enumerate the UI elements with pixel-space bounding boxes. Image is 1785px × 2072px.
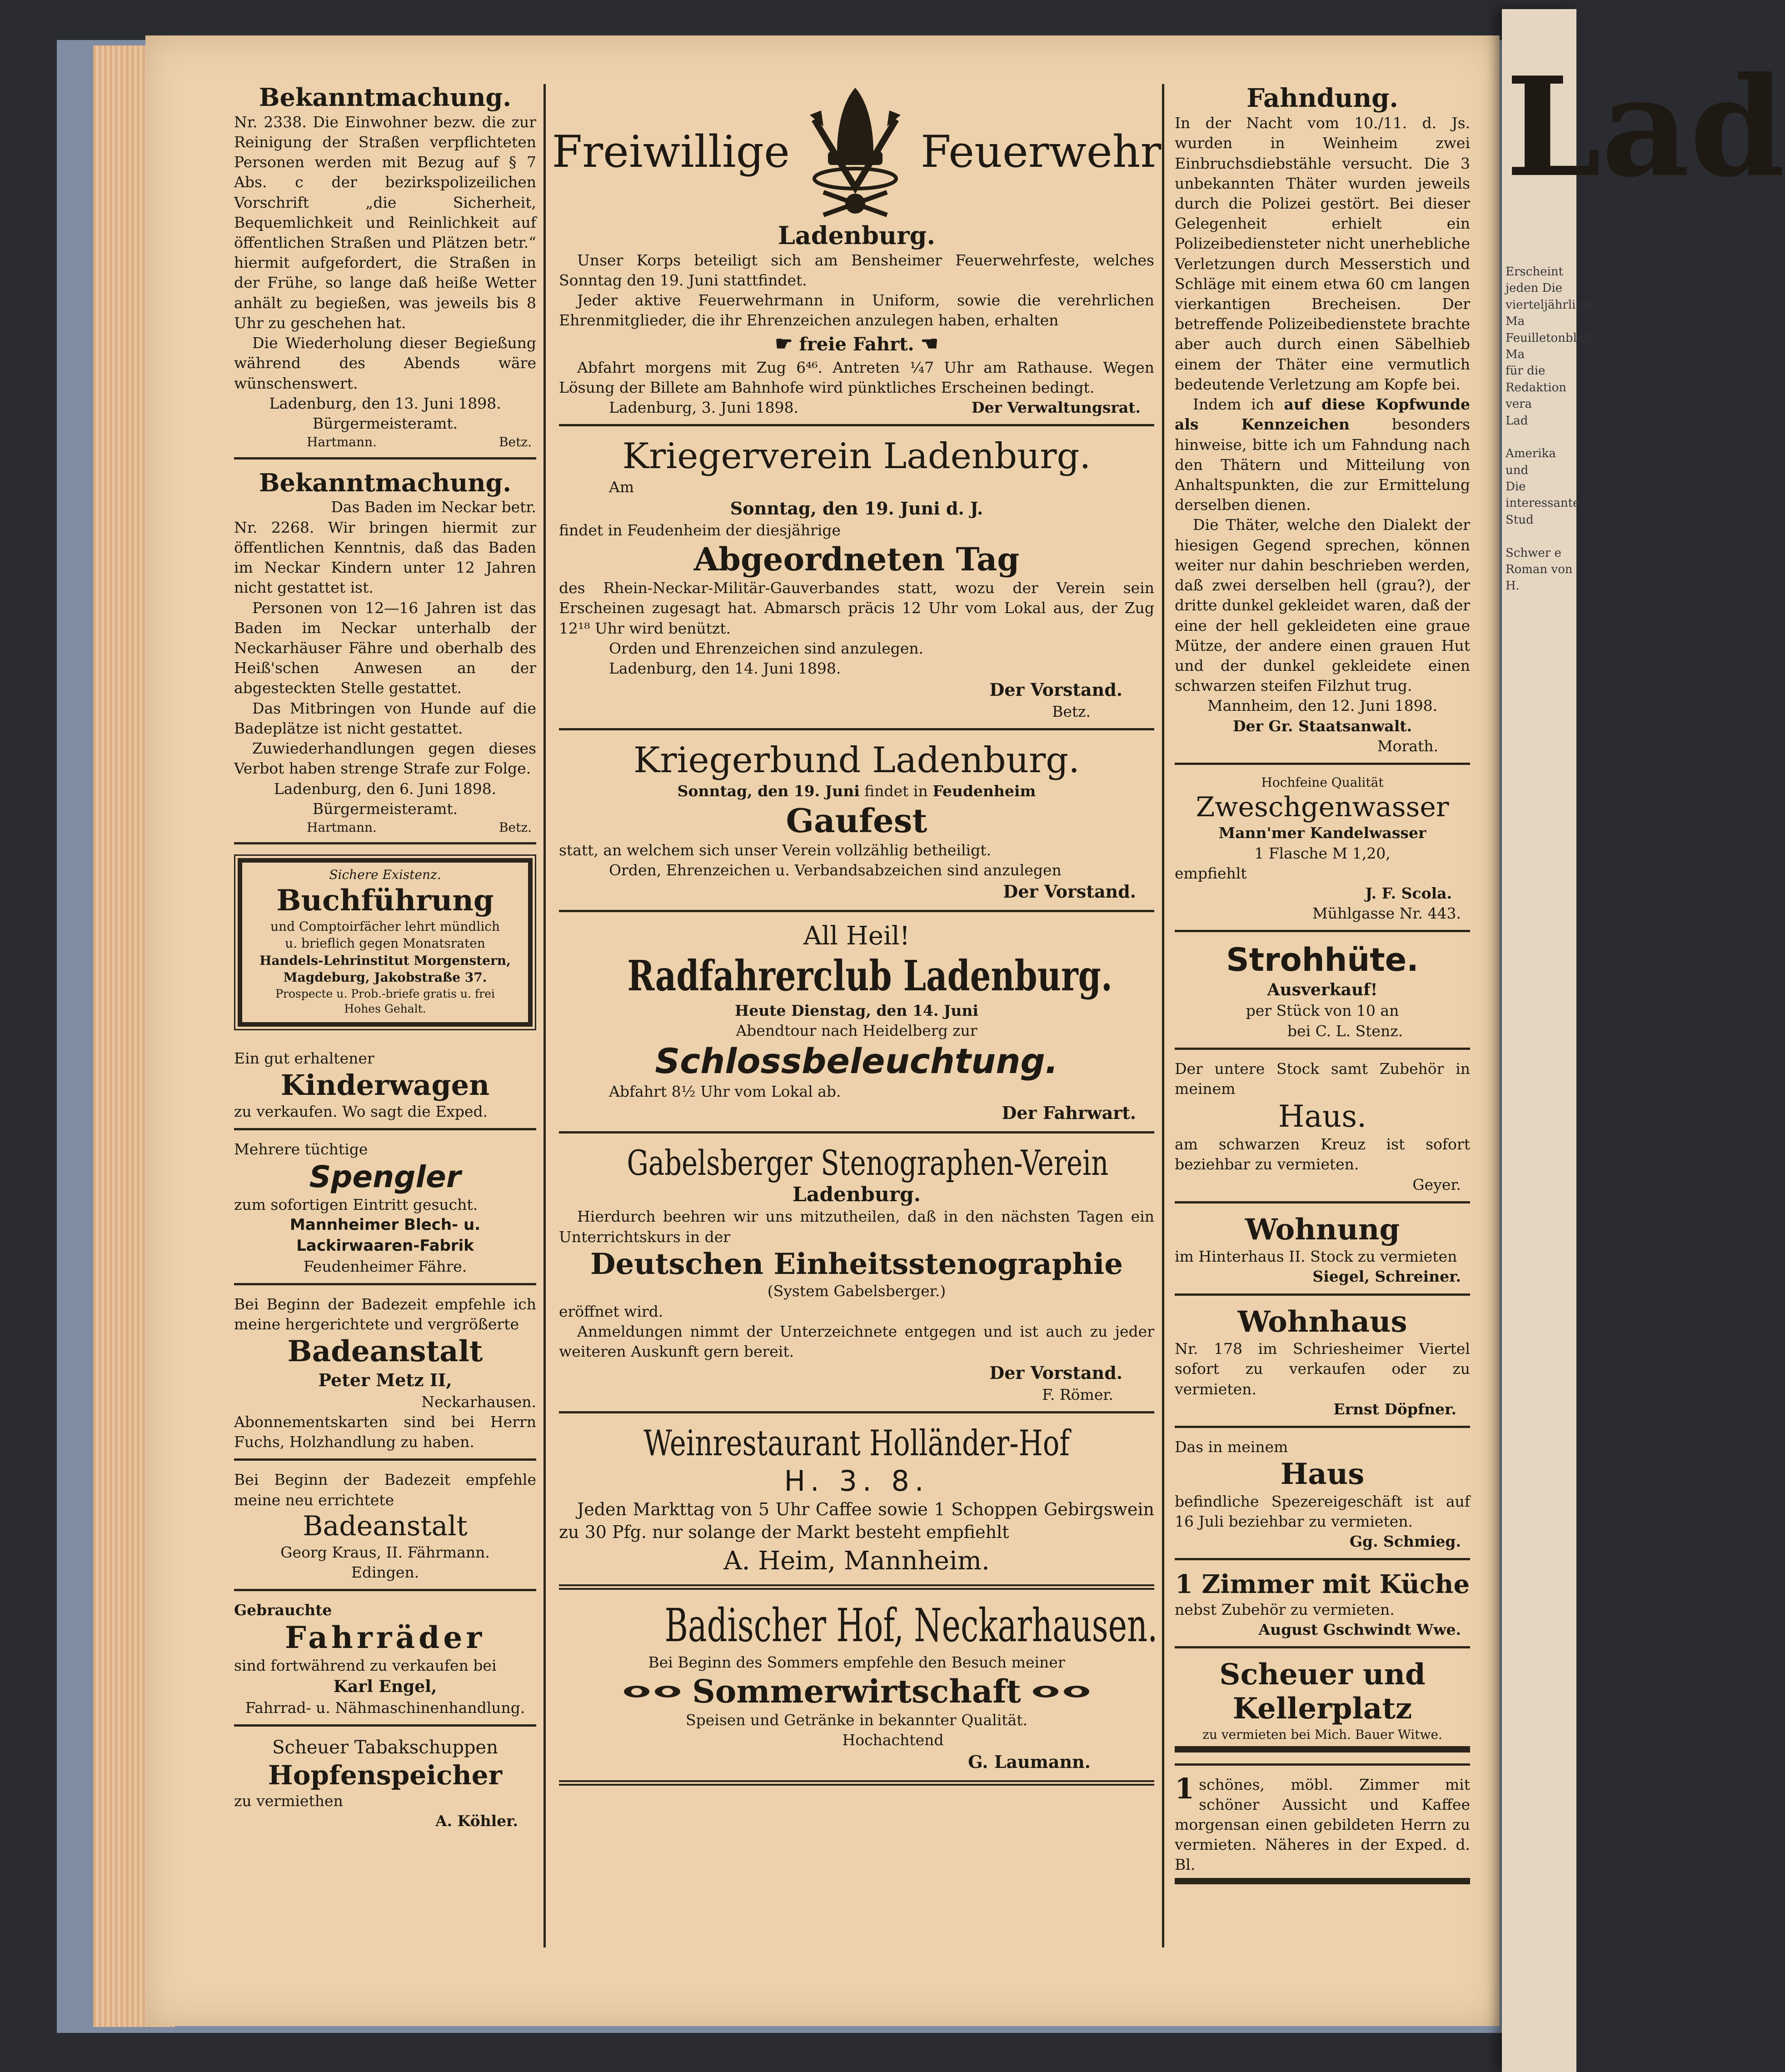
ad-line: Prospecte u. Prob.-briefe gratis u. frei xyxy=(275,987,495,1000)
ad-title-right: Feuerwehr xyxy=(920,126,1162,178)
notice-subject: Das Baden im Neckar betr. xyxy=(331,498,536,516)
ad-line: bei C. L. Stenz. xyxy=(1287,1022,1403,1040)
ad-event: Abgeordneten Tag xyxy=(693,540,1020,578)
ad-body: Jeden Markttag von 5 Uhr Caffee sowie 1 Schoppen Gebirgswein zu 30 Pfg. nur solange der Markt besteht empfiehlt xyxy=(559,1499,1154,1543)
ad-pre: Der untere Stock samt Zubehör in meinem xyxy=(1175,1059,1470,1098)
ad-pre: Das in meinem xyxy=(1175,1438,1288,1456)
ad-place: Edingen. xyxy=(351,1563,419,1581)
notice-title: Fahndung. xyxy=(1247,83,1398,113)
ad-kicker: Sichere Existenz. xyxy=(329,867,441,883)
ad-fire-brigade xyxy=(552,80,1162,426)
ad-pre: Hochfeine Qualität xyxy=(1261,775,1384,790)
ad-line: Speisen und Getränke in bekannter Qualität. xyxy=(686,1711,1027,1729)
ad-title: Kriegerbund Ladenburg. xyxy=(633,740,1080,781)
ad-signature: G. Laumann. xyxy=(968,1751,1091,1772)
ad-line: Bei Beginn des Sommers empfehle den Besuch meiner xyxy=(648,1653,1065,1672)
ad-stenographers xyxy=(559,1139,1154,1414)
ad-greeting: All Heil! xyxy=(803,921,910,951)
ad-plumbers xyxy=(234,1136,536,1285)
ad-name: Gg. Schmieg. xyxy=(1349,1533,1461,1551)
notice-signature: Hartmann. xyxy=(307,819,377,835)
ad-body: Jeder aktive Feuerwehrmann in Uniform, sowie die verehrlichen Ehrenmitglieder, die ihr Ehrenzeichen anzulegen haben, erhalten xyxy=(559,291,1154,330)
ad-event: Schlossbeleuchtung. xyxy=(655,1041,1058,1081)
next-page-strip xyxy=(1502,9,1785,2072)
ad-house-geyer xyxy=(1175,1055,1470,1203)
ad-body: zu vermiethen xyxy=(234,1792,343,1810)
ad-line: Magdeburg, Jakobstraße 37. xyxy=(283,970,487,985)
ad-body: statt, an welchem sich unser Verein vollzählig betheiligt. xyxy=(559,841,991,859)
ad-body: zum sofortigen Eintritt gesucht. xyxy=(234,1196,478,1214)
ad-line: Hohes Gehalt. xyxy=(344,1002,426,1016)
ad-body: befindliche Spezereigeschäft ist auf 16 Juli beziehbar zu vermieten. xyxy=(1175,1492,1470,1531)
ad-line: Abendtour nach Heidelberg zur xyxy=(736,1021,977,1039)
ad-line: Hochachtend xyxy=(842,1731,944,1749)
notice-body: Zuwiederhandlungen gegen dieses Verbot haben strenge Strafe zur Folge. xyxy=(234,739,536,778)
ad-system: (System Gabelsberger.) xyxy=(767,1282,946,1300)
ad-pre: Ein gut erhaltener xyxy=(234,1049,374,1067)
ad-firm: Fahrrad- u. Nähmaschinenhandlung. xyxy=(245,1698,525,1717)
ad-place: Ladenburg. xyxy=(792,1183,921,1207)
notice-title: Bekanntmachung. xyxy=(259,468,512,497)
ad-dwelling-house xyxy=(1175,1301,1470,1428)
notice-body: Nr. 2268. Wir bringen hiermit zur öffentlichen Kenntnis, daß das Baden im Neckar Kindern unter 12 Jahren nicht gestattet ist. xyxy=(234,518,536,597)
ad-line: per Stück von 10 an xyxy=(1246,1002,1399,1020)
ad-body: Orden und Ehrenzeichen sind anzulegen. xyxy=(609,639,924,657)
ad-line: Am xyxy=(609,478,634,496)
ad-name: Peter Metz II, xyxy=(318,1369,452,1390)
ad-pre: Mehrere tüchtige xyxy=(234,1140,368,1158)
ad-name: Karl Engel, xyxy=(333,1677,437,1697)
ad-line: Mann'mer Kandelwasser xyxy=(1218,824,1426,842)
right-column xyxy=(1175,80,1470,1901)
notice-title: Bekanntmachung. xyxy=(259,83,512,112)
ad-pre: Bei Beginn der Badezeit empfehle ich meine hergerichtete und vergrößerte xyxy=(234,1295,536,1333)
ad-title: Buchführung xyxy=(276,883,494,918)
notice-date: Ladenburg, den 13. Juni 1898. xyxy=(269,394,501,412)
ad-day: Sonntag, den 19. Juni d. J. xyxy=(730,498,983,519)
ad-title: Haus xyxy=(1280,1457,1365,1492)
notice-signature: Betz. xyxy=(499,434,532,450)
ad-kriegerbund xyxy=(559,736,1154,912)
ad-title: Fahrräder xyxy=(284,1620,486,1656)
ad-signature: Der Vorstand. xyxy=(989,1363,1122,1383)
ad-signature: Der Fahrwart. xyxy=(1002,1102,1136,1123)
ad-name: A. Köhler. xyxy=(435,1812,518,1830)
ad-furnished-room xyxy=(1175,1771,1470,1895)
notice-office: Der Gr. Staatsanwalt. xyxy=(1232,717,1412,735)
ad-body: Hierdurch beehren wir uns mitzutheilen, daß in den nächsten Tagen ein Unterrichtskurs in der xyxy=(559,1208,1154,1246)
ad-line: Scheuer Tabakschuppen xyxy=(272,1737,498,1758)
ad-title: Zweschgenwasser xyxy=(1196,791,1449,823)
ad-straw-hats xyxy=(1175,938,1470,1049)
ad-place: Neckarhausen. xyxy=(421,1393,536,1411)
notice-body: Die Wiederholung dieser Begießung während des Abends wäre wünschenswert. xyxy=(234,334,536,392)
ad-body: sind fortwährend zu verkaufen bei xyxy=(234,1657,497,1675)
ad-address: H. 3. 8. xyxy=(784,1464,929,1498)
notice-signature: Betz. xyxy=(499,819,532,835)
ad-bathhouse-metz xyxy=(234,1291,536,1461)
ad-name: Geyer. xyxy=(1412,1175,1461,1193)
ad-barn-cellar xyxy=(1175,1654,1470,1766)
notice-bathing-neckar xyxy=(234,465,536,845)
divider xyxy=(1175,1746,1470,1752)
pointing-hand-right-icon: ☛ xyxy=(775,332,793,355)
ad-body: Orden, Ehrenzeichen u. Verbandsabzeichen sind anzulegen xyxy=(609,861,1062,879)
ad-title: Kriegerverein Ladenburg. xyxy=(622,436,1091,477)
fire-helmet-emblem-icon xyxy=(801,83,910,221)
ad-title: Strohhüte. xyxy=(1226,941,1419,979)
next-page-masthead: Lad xyxy=(1506,47,1785,207)
ad-title: Badeanstalt xyxy=(287,1334,483,1369)
ad-body: Nr. 178 im Schriesheimer Viertel sofort zu verkaufen oder zu vermieten. xyxy=(1175,1340,1470,1398)
ad-body: Anmeldungen nimmt der Unterzeichnete entgegen und ist auch zu jeder weiteren Auskunft gern bereit. xyxy=(559,1322,1154,1360)
ad-plum-brandy xyxy=(1175,770,1470,932)
ad-wine-restaurant xyxy=(559,1419,1154,1590)
ad-pre: Gebrauchte xyxy=(234,1601,332,1619)
ad-body: am schwarzen Kreuz ist sofort beziehbar zu vermieten. xyxy=(1175,1135,1470,1173)
ad-kriegerverein xyxy=(559,432,1154,730)
left-column xyxy=(234,80,536,1843)
ad-place: Feudenheimer Fähre. xyxy=(303,1257,467,1275)
notice-office: Bürgermeisteramt. xyxy=(312,799,458,818)
ad-title: Badischer Hof, Neckarhausen. xyxy=(664,1599,1158,1653)
notice-signature: Morath. xyxy=(1377,737,1438,755)
ad-title: Kinderwagen xyxy=(280,1068,490,1102)
ad-bicycles xyxy=(234,1597,536,1727)
ad-line: empfiehlt xyxy=(1175,864,1247,882)
ad-title: Radfahrerclub Ladenburg. xyxy=(627,951,1112,1001)
ad-body: Abfahrt morgens mit Zug 6⁴⁶. Antreten ¼7 Uhr am Rathause. Wegen Lösung der Billete am Bahnhofe wird pünktliches Erscheinen bedingt. xyxy=(559,358,1154,396)
ad-title: Kellerplatz xyxy=(1232,1692,1412,1726)
ad-signature: A. Heim, Mannheim. xyxy=(723,1546,990,1576)
ad-title: 1 Zimmer mit Küche xyxy=(1175,1569,1470,1600)
ad-line: Ausverkauf! xyxy=(1267,980,1378,1000)
ad-body: im Hinterhaus II. Stock zu vermieten xyxy=(1175,1248,1457,1266)
eye-ornament-icon xyxy=(621,1686,683,1698)
ad-firm: Mannheimer Blech- u. Lackirwaaren-Fabrik xyxy=(289,1216,481,1255)
ad-cycling-club xyxy=(559,918,1154,1133)
column-rule-right xyxy=(1162,84,1164,1947)
next-page-text: Erscheint jeden Die vierteljährlich Ma Feuilletonblatt Ma für die Redaktion vera Lad Amerika und Die interessante Stud Schwer e Roman von H. xyxy=(1506,265,1594,593)
ad-house-schmieg xyxy=(1175,1433,1470,1560)
notice-date: Ladenburg, den 6. Juni 1898. xyxy=(274,779,497,798)
ad-barn-hops xyxy=(234,1732,536,1837)
notice-manhunt xyxy=(1175,80,1470,765)
ad-title: Weinrestaurant Holländer-Hof xyxy=(643,1423,1070,1464)
ad-body: Abonnementskarten sind bei Herrn Fuchs, Holzhandlung zu haben. xyxy=(234,1413,536,1451)
ad-title: Scheuer und xyxy=(1219,1657,1426,1692)
ad-title-left: Freiwillige xyxy=(552,126,790,178)
ad-signature: Der Vorstand. xyxy=(989,679,1122,700)
ad-event: Deutschen Einheitsstenographie xyxy=(590,1247,1123,1281)
ad-title: Wohnung xyxy=(1245,1212,1400,1247)
notice-street-watering xyxy=(234,80,536,459)
ad-number: 1 xyxy=(1175,1772,1195,1805)
ad-title: Gabelsberger Stenographen-Verein xyxy=(627,1142,1109,1183)
ad-room-kitchen xyxy=(1175,1566,1470,1648)
ad-body: des Rhein-Neckar-Militär-Gauverbandes statt, wozu der Verein sein Erscheinen zugesagt hat. Abmarsch präcis 12 Uhr vom Lokal aus, der Zug 12¹⁸ Uhr wird benützt. xyxy=(559,579,1154,637)
notice-signature: Hartmann. xyxy=(307,434,377,450)
ad-address: Mühlgasse Nr. 443. xyxy=(1312,904,1461,923)
ad-body: zu verkaufen. Wo sagt die Exped. xyxy=(234,1102,488,1120)
ad-name: Georg Kraus, II. Fährmann. xyxy=(280,1543,490,1561)
ad-line: findet in Feudenheim der diesjährige xyxy=(559,521,841,539)
ad-bathhouse-kraus xyxy=(234,1466,536,1591)
middle-column xyxy=(552,80,1162,1791)
ad-event: Sommerwirtschaft xyxy=(692,1672,1021,1710)
ad-name: August Gschwindt Wwe. xyxy=(1258,1620,1461,1638)
eye-ornament-icon xyxy=(1030,1686,1092,1698)
ad-signature: Der Vorstand. xyxy=(1003,881,1136,902)
ad-place: Feudenheim xyxy=(932,782,1036,800)
pointing-hand-left-icon: ☚ xyxy=(920,332,938,355)
ad-signature: Betz. xyxy=(1052,703,1091,721)
ad-line: und Comptoirfächer lehrt mündlich xyxy=(270,919,500,934)
ad-name: Ernst Döpfner. xyxy=(1333,1400,1456,1418)
ad-name: Siegel, Schreiner. xyxy=(1312,1268,1461,1286)
ad-apartment xyxy=(1175,1209,1470,1296)
ad-day-rest: findet in xyxy=(864,782,928,800)
ad-pre: Bei Beginn der Badezeit empfehle meine neu errichtete xyxy=(234,1471,536,1509)
ad-body: Abfahrt 8½ Uhr vom Lokal ab. xyxy=(609,1082,841,1100)
notice-body: besonders hinweise, bitte ich um Fahndung nach den Thätern und Mitteilung von Anhaltspunkten, die zur Ermittelung derselben dienen. xyxy=(1175,415,1470,514)
notice-date: Mannheim, den 12. Juni 1898. xyxy=(1207,697,1438,715)
ad-title: Spengler xyxy=(309,1159,461,1195)
ad-title: Wohnhaus xyxy=(1237,1304,1407,1339)
notice-body: In der Nacht vom 10./11. d. Js. wurden in Weinheim zwei Einbruchsdiebstähle versucht. Die 3 unbekannten Thäter wurden jeweils durch die Polizei gestört. Bei dieser Gelegenheit erhielt ein Polizeibediensteter nicht unerhebliche Verletzungen durch Messerstich und Schläge mit einem etwa 60 cm langen vierkantigen Brecheisen. Der betreffende Polizeibedienstete brachte aber auch durch einen Säbelhieb einem der Thäter eine vermutlich bedeutende Verletzung am Kopfe bei. xyxy=(1175,114,1470,393)
ad-body: nebst Zubehör zu vermieten. xyxy=(1175,1600,1395,1618)
column-rule-left xyxy=(543,84,546,1947)
ad-bookkeeping xyxy=(234,850,536,1039)
ad-line: Handels-Lehrinstitut Morgenstern, xyxy=(259,953,511,968)
ad-price: 1 Flasche M 1,20, xyxy=(1254,844,1391,862)
ad-body: zu vermieten bei Mich. Bauer Witwe. xyxy=(1202,1727,1442,1742)
ad-title: Hopfenspeicher xyxy=(268,1760,503,1791)
notice-body: Nr. 2338. Die Einwohner bezw. die zur Reinigung der Straßen verpflichteten Personen werden mit Bezug auf § 7 Abs. c der bezirkspolizeilichen Vorschrift „die Sicherheit, Bequemlichkeit und Reinlichkeit auf öffentlichen Straßen und Plätzen betr.“ hiermit aufgefordert, die Straßen in der Frühe, so lange daß heiße Wetter anhält zu begießen, was jeweils bis 8 Uhr zu geschehen hat. xyxy=(234,113,536,332)
notice-body: Indem ich xyxy=(1193,395,1274,414)
notice-office: Bürgermeisteramt. xyxy=(312,414,458,432)
ad-line: u. brieflich gegen Monatsraten xyxy=(285,936,485,951)
notice-body: Das Mitbringen von Hunde auf die Badeplätze ist nicht gestattet. xyxy=(234,699,536,737)
ad-date: Ladenburg, 3. Juni 1898. xyxy=(609,398,798,416)
notice-emphasis: auf diese Kopfwunde als Kennzeichen xyxy=(1175,395,1470,434)
ad-day: Heute Dienstag, den 14. Juni xyxy=(735,1001,978,1019)
ad-event: Gaufest xyxy=(786,801,927,840)
ad-free-ride: freie Fahrt. xyxy=(799,333,914,355)
notice-body: Personen von 12—16 Jahren ist das Baden im Neckar unterhalb der Neckarhäuser Fähre und oberhalb des Heiß'schen Anwesen an der abgesteckten Stelle gestattet. xyxy=(234,599,536,697)
ad-line: eröffnet wird. xyxy=(559,1302,663,1320)
ad-signature: F. Römer. xyxy=(1042,1386,1113,1404)
notice-body: Die Thäter, welche den Dialekt der hiesigen Gegend sprechen, können weiter nur dahin beschrieben werden, daß zwei derselben hell (grau?), der dritte dunkel gekleidet waren, daß der eine der hell gekleideten eine graue Mütze, der andere einen grauen Hut und der dunkel gekleidete einen schwarzen steifen Filzhut trug. xyxy=(1175,516,1470,695)
ad-place: Ladenburg. xyxy=(778,221,936,250)
divider xyxy=(1175,1878,1470,1884)
ad-title: Haus. xyxy=(1278,1099,1367,1134)
ad-title: Badeanstalt xyxy=(303,1510,468,1542)
ad-body: Unser Korps beteiligt sich am Bensheimer Feuerwehrfeste, welches Sonntag den 19. Juni stattfindet. xyxy=(559,251,1154,289)
ad-date: Ladenburg, den 14. Juni 1898. xyxy=(609,659,841,678)
ad-signature: Der Verwaltungsrat. xyxy=(971,398,1141,416)
ad-day: Sonntag, den 19. Juni xyxy=(677,782,860,800)
ad-body: schönes, möbl. Zimmer mit schöner Aussicht und Kaffee morgensan einen gebildeten Herrn zu vermieten. Näheres in der Exped. d. Bl. xyxy=(1175,1775,1470,1874)
ad-badischer-hof xyxy=(559,1595,1158,1785)
ad-pram xyxy=(234,1045,536,1131)
ad-name: J. F. Scola. xyxy=(1365,884,1452,903)
